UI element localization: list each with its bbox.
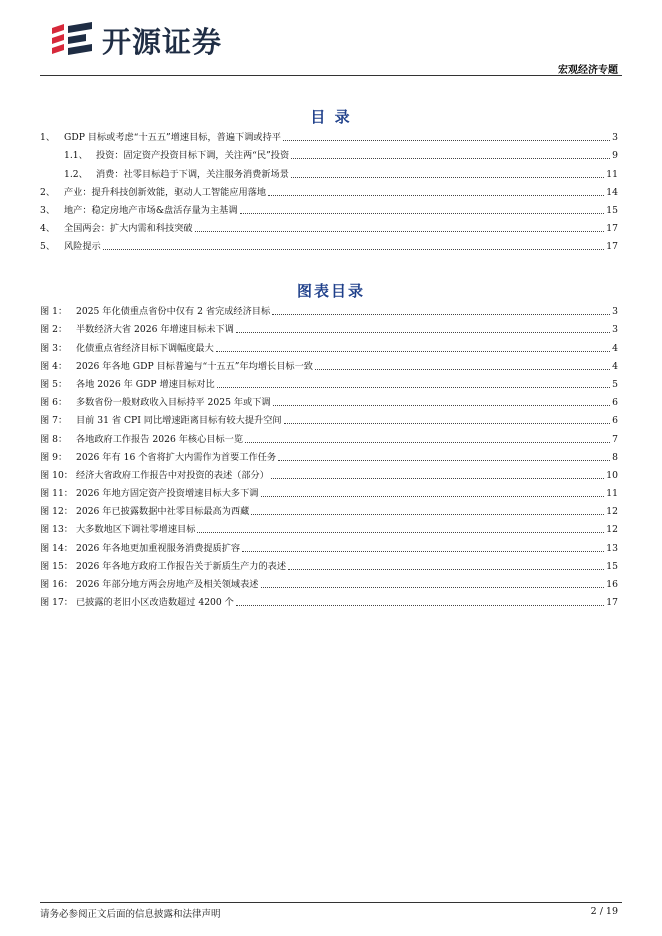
toc-item-page: 9 (612, 150, 618, 162)
figures-list (40, 300, 618, 609)
figure-item[interactable] (40, 500, 618, 518)
figure-item-number: 图 8： (40, 433, 68, 445)
figure-item-title: 已披露的老旧小区改造数超过 4200 个 (76, 597, 234, 609)
figure-item[interactable] (40, 373, 618, 391)
figure-item-page: 17 (606, 597, 618, 609)
toc-item-number: 2、 (40, 186, 56, 198)
figure-item-number: 图 12： (40, 506, 73, 518)
figure-item-page: 8 (612, 451, 618, 463)
figure-item[interactable] (40, 555, 618, 573)
header-rule (40, 75, 622, 76)
figure-item[interactable] (40, 318, 618, 336)
toc-item-title: 消费：社零目标趋于下调，关注服务消费新场景 (96, 168, 289, 180)
figure-item-number: 图 15： (40, 560, 73, 572)
toc-item-number: 3、 (40, 204, 56, 216)
figure-item-title: 目前 31 省 CPI 同比增速距离目标有较大提升空间 (76, 415, 282, 427)
figure-item[interactable] (40, 446, 618, 464)
figure-item-page: 13 (606, 542, 618, 554)
leader-dots (251, 514, 604, 515)
figure-item-title: 2026 年已披露数据中社零目标最高为西藏 (76, 506, 250, 518)
leader-dots (291, 158, 610, 159)
figure-item-number: 图 5： (40, 378, 68, 390)
figure-item-page: 4 (612, 360, 618, 372)
toc-item-number: 1、 (40, 132, 56, 144)
figure-item-number: 图 11： (40, 488, 73, 500)
toc-item-page: 14 (606, 186, 618, 198)
leader-dots (245, 442, 610, 443)
leader-dots (272, 314, 610, 315)
toc-item-title: 风险提示 (64, 241, 101, 253)
figure-item-page: 11 (606, 488, 618, 500)
figure-item-title: 2026 年部分地方两会房地产及相关领域表述 (76, 579, 259, 590)
toc-item-number: 4、 (40, 223, 56, 235)
figure-item[interactable] (40, 300, 618, 318)
leader-dots (278, 460, 610, 461)
figure-item[interactable] (40, 427, 618, 445)
figure-item-number: 图 10： (40, 469, 73, 481)
toc-item-title: 产业：提升科技创新效能，驱动人工智能应用落地 (64, 186, 267, 198)
toc-item-title: 地产：稳定房地产市场&盘活存量为主基调 (64, 204, 238, 216)
toc-item-page: 17 (606, 241, 618, 253)
leader-dots (261, 496, 605, 497)
figure-item-page: 6 (612, 415, 618, 427)
leader-dots (288, 569, 604, 570)
leader-dots (197, 532, 604, 533)
figure-item[interactable] (40, 518, 618, 536)
footer-disclaimer: 请务必参阅正文后面的信息披露和法律声明 (40, 909, 221, 920)
figure-item-title: 半数经济大省 2026 年增速目标未下调 (76, 324, 234, 336)
figure-item-title: 各地 2026 年 GDP 增速目标对比 (76, 378, 215, 390)
toc-item[interactable] (40, 235, 618, 253)
page-indicator: 2 / 19 (590, 906, 618, 917)
figure-item[interactable] (40, 482, 618, 500)
leader-dots (242, 551, 604, 552)
brand-logo (50, 18, 222, 62)
document-type: 宏观经济专题 (558, 65, 618, 76)
figure-item[interactable] (40, 355, 618, 373)
leader-dots (236, 605, 604, 606)
figure-item[interactable] (40, 573, 618, 591)
leader-dots (216, 351, 610, 352)
figure-item-number: 图 3： (40, 342, 68, 354)
leader-dots (315, 369, 610, 370)
toc-title: 目 录 (310, 108, 352, 126)
figure-item-number: 图 2： (40, 324, 68, 336)
toc-item[interactable] (40, 162, 618, 180)
toc-item[interactable] (40, 217, 618, 235)
leader-dots (261, 587, 605, 588)
toc-item[interactable] (40, 181, 618, 199)
figure-item-title: 各地政府工作报告 2026 年核心目标一览 (76, 433, 244, 445)
leader-dots (103, 249, 605, 250)
figure-item-title: 2026 年有 16 个省将扩大内需作为首要工作任务 (76, 451, 277, 463)
figures-title: 图表目录 (296, 282, 365, 300)
figure-item-page: 16 (606, 579, 618, 590)
leader-dots (291, 177, 604, 178)
figure-item-title: 大多数地区下调社零增速目标 (76, 524, 196, 536)
figure-item[interactable] (40, 464, 618, 482)
figure-item-number: 图 16： (40, 579, 73, 590)
figure-item-number: 图 9： (40, 451, 68, 463)
figure-item-title: 化债重点省经济目标下调幅度最大 (76, 342, 214, 354)
figure-item-number: 图 6： (40, 397, 68, 409)
leader-dots (268, 195, 604, 196)
figure-item-title: 2025 年化债重点省份中仅有 2 省完成经济目标 (76, 306, 271, 318)
toc-item-page: 17 (606, 223, 618, 235)
toc-item-number: 5、 (40, 241, 56, 253)
figure-item-title: 经济大省政府工作报告中对投资的表述（部分） (76, 469, 269, 481)
toc-item-page: 3 (612, 132, 618, 144)
logo-mark-icon (50, 20, 94, 60)
leader-dots (240, 213, 605, 214)
figure-item-title: 2026 年地方固定资产投资增速目标大多下调 (76, 488, 259, 500)
leader-dots (217, 387, 611, 388)
figure-item-number: 图 13： (40, 524, 73, 536)
figure-item[interactable] (40, 391, 618, 409)
leader-dots (273, 405, 611, 406)
figure-item-number: 图 14： (40, 542, 73, 554)
figure-item-number: 图 1： (40, 306, 68, 318)
figure-item-page: 12 (606, 506, 618, 518)
figure-item-number: 图 7： (40, 415, 68, 427)
figure-item-title: 2026 年各地更加重视服务消费提质扩容 (76, 542, 241, 554)
figure-item-number: 图 4： (40, 360, 68, 372)
figure-item-number: 图 17： (40, 597, 73, 609)
figure-item[interactable] (40, 536, 618, 554)
figure-item-page: 5 (612, 378, 618, 390)
figure-item-page: 10 (606, 469, 618, 481)
toc-item-number: 1.2、 (64, 168, 88, 180)
figure-item-page: 3 (612, 306, 618, 318)
figure-item-page: 7 (612, 433, 618, 445)
figure-item-page: 6 (612, 397, 618, 409)
figure-item-page: 3 (612, 324, 618, 336)
toc-item-title: 全国两会：扩大内需和科技突破 (64, 223, 193, 235)
leader-dots (283, 140, 610, 141)
toc-item-title: 投资：固定资产投资目标下调，关注两“民”投资 (96, 150, 290, 162)
leader-dots (236, 332, 610, 333)
toc-item-page: 15 (606, 204, 618, 216)
leader-dots (284, 423, 611, 424)
figure-item-title: 2026 年各地方政府工作报告关于新质生产力的表述 (76, 560, 287, 572)
toc-item-title: GDP 目标或考虑“十五五”增速目标，普遍下调或持平 (64, 132, 281, 144)
footer-rule (40, 902, 622, 903)
figure-item[interactable] (40, 591, 618, 609)
toc-item[interactable] (40, 199, 618, 217)
toc-item-page: 11 (606, 168, 618, 180)
leader-dots (271, 478, 604, 479)
figure-item-page: 4 (612, 342, 618, 354)
figure-item-page: 15 (606, 560, 618, 572)
figure-item[interactable] (40, 409, 618, 427)
toc-item[interactable] (40, 144, 618, 162)
toc-item-number: 1.1、 (64, 150, 88, 162)
figure-item[interactable] (40, 336, 618, 354)
figure-item-title: 多数省份一般财政收入目标持平 2025 年或下调 (76, 397, 271, 409)
figure-item-title: 2026 年各地 GDP 目标普遍与“十五五”年均增长目标一致 (76, 360, 313, 372)
figure-item-page: 12 (606, 524, 618, 536)
toc-item[interactable] (40, 126, 618, 144)
brand-name: 开源证券 (102, 24, 223, 59)
leader-dots (195, 231, 605, 232)
toc-list (40, 126, 618, 253)
